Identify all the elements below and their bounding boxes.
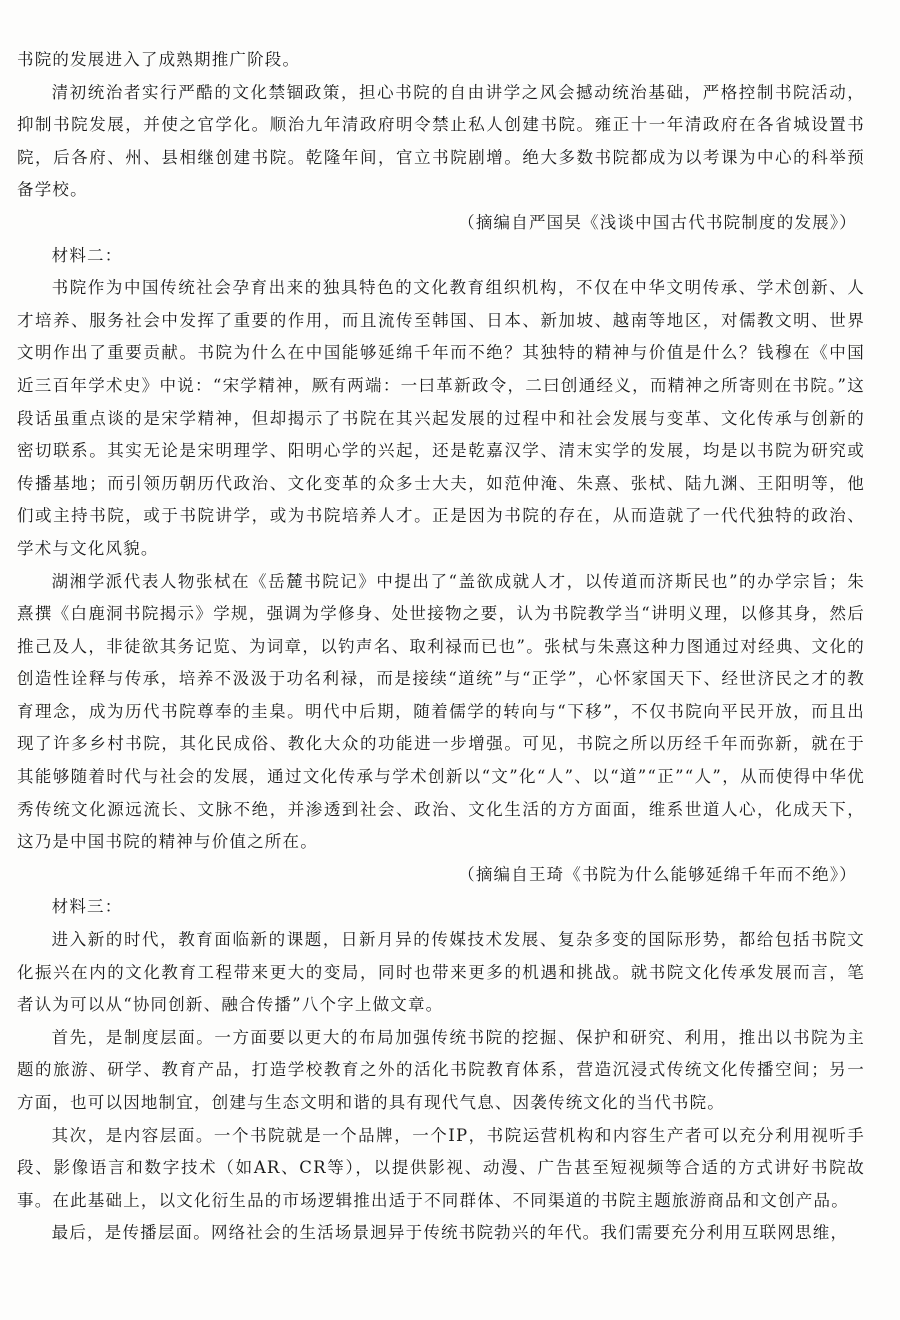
paragraph-communication-level: 最后，是传播层面。网络社会的生活场景迥异于传统书院勃兴的年代。我们需要充分利用互联网思维，: [51, 1223, 849, 1243]
material-two-heading: 材料二：: [51, 245, 123, 265]
document-body: [17, 44, 865, 1250]
source-citation-2: （摘编自王琦《书院为什么能够延绵千年而不绝》）: [458, 864, 857, 884]
paragraph-institution-level: 首先，是制度层面。一方面要以更大的布局加强传统书院的挖掘、保护和研究、利用，推出以书院为主题的旅游、研学、教育产品，打造学校教育之外的活化书院教育体系，营造沉浸式传统文化传播空间；另一方面，也可以因地制宜，创建与生态文明和谐的具有现代气息、因袭传统文化的当代书院。: [17, 1027, 865, 1112]
paragraph-huxiang-school: 湖湘学派代表人物张栻在《岳麓书院记》中提出了“盖欲成就人才，以传道而济斯民也”的办学宗旨；朱熹撰《白鹿洞书院揭示》学规，强调为学修身、处世接物之要，认为书院教学当“讲明义理，以修其身，然后推己及人，非徒欲其务记览、为词章，以钓声名、取利禄而已也”。张栻与朱熹这种力图通过对经典、文化的创造性诠释与传承，培养不汲汲于功名利禄，而是接续“道统”与“正学”，心怀家国天下、经世济民之才的教育理念，成为历代书院尊奉的圭臬。明代中后期，随着儒学的转向与“下移”，不仅书院向平民开放，而且出现了许多乡村书院，其化民成俗、教化大众的功能进一步增强。可见，书院之所以历经千年而弥新，就在于其能够随着时代与社会的发展，通过文化传承与学术创新以“文”化“人”、以“道”“正”“人”，从而使得中华优秀传统文化源远流长、文脉不绝，并渗透到社会、政治、文化生活的方方面面，维系世道人心，化成天下，这乃是中国书院的精神与价值之所在。: [17, 571, 865, 852]
paragraph-academy-role: 书院作为中国传统社会孕育出来的独具特色的文化教育组织机构，不仅在中华文明传承、学术创新、人才培养、服务社会中发挥了重要的作用，而且流传至韩国、日本、新加坡、越南等地区，对儒教文明、世界文明作出了重要贡献。书院为什么在中国能够延绵千年而不绝？其独特的精神与价值是什么？钱穆在《中国近三百年学术史》中说：“宋学精神，厥有两端：一曰革新政令，二曰创通经义，而精神之所寄则在书院。”这段话虽重点谈的是宋学精神，但却揭示了书院在其兴起发展的过程中和社会发展与变革、文化传承与创新的密切联系。其实无论是宋明理学、阳明心学的兴起，还是乾嘉汉学、清末实学的发展，均是以书院为研究或传播基地；而引领历朝历代政治、文化变革的众多士大夫，如范仲淹、朱熹、张栻、陆九渊、王阳明等，他们或主持书院，或于书院讲学，或为书院培养人才。正是因为书院的存在，从而造就了一代代独特的政治、学术与文化风貌。: [17, 278, 865, 558]
source-citation-1: （摘编自严国旲《浅谈中国古代书院制度的发展》）: [458, 212, 857, 232]
paragraph-content-level: 其次，是内容层面。一个书院就是一个品牌，一个IP，书院运营机构和内容生产者可以充分利用视听手段、影像语言和数字技术（如AR、CR等），以提供影视、动漫、广告甚至短视频等合适的方式讲好书院故事。在此基础上，以文化衍生品的市场逻辑推出适于不同群体、不同渠道的书院主题旅游商品和文创产品。: [17, 1125, 865, 1210]
paragraph-continuation: 书院的发展进入了成熟期推广阶段。: [17, 50, 301, 69]
paragraph-new-era: 进入新的时代，教育面临新的课题，日新月异的传媒技术发展、复杂多变的国际形势，都给包括书院文化振兴在内的文化教育工程带来更大的变局，同时也带来更多的机遇和挑战。就书院文化传承发展而言，笔者认为可以从“协同创新、融合传播”八个字上做文章。: [17, 930, 865, 1015]
material-three-heading: 材料三：: [51, 897, 123, 917]
paragraph-qing-dynasty: 清初统治者实行严酷的文化禁锢政策，担心书院的自由讲学之风会撼动统治基础，严格控制书院活动，抑制书院发展，并使之官学化。顺治九年清政府明令禁止私人创建书院。雍正十一年清政府在各省城设置书院，后各府、州、县相继创建书院。乾隆年间，官立书院剧增。绝大多数书院都成为以考课为中心的科举预备学校。: [17, 82, 865, 200]
